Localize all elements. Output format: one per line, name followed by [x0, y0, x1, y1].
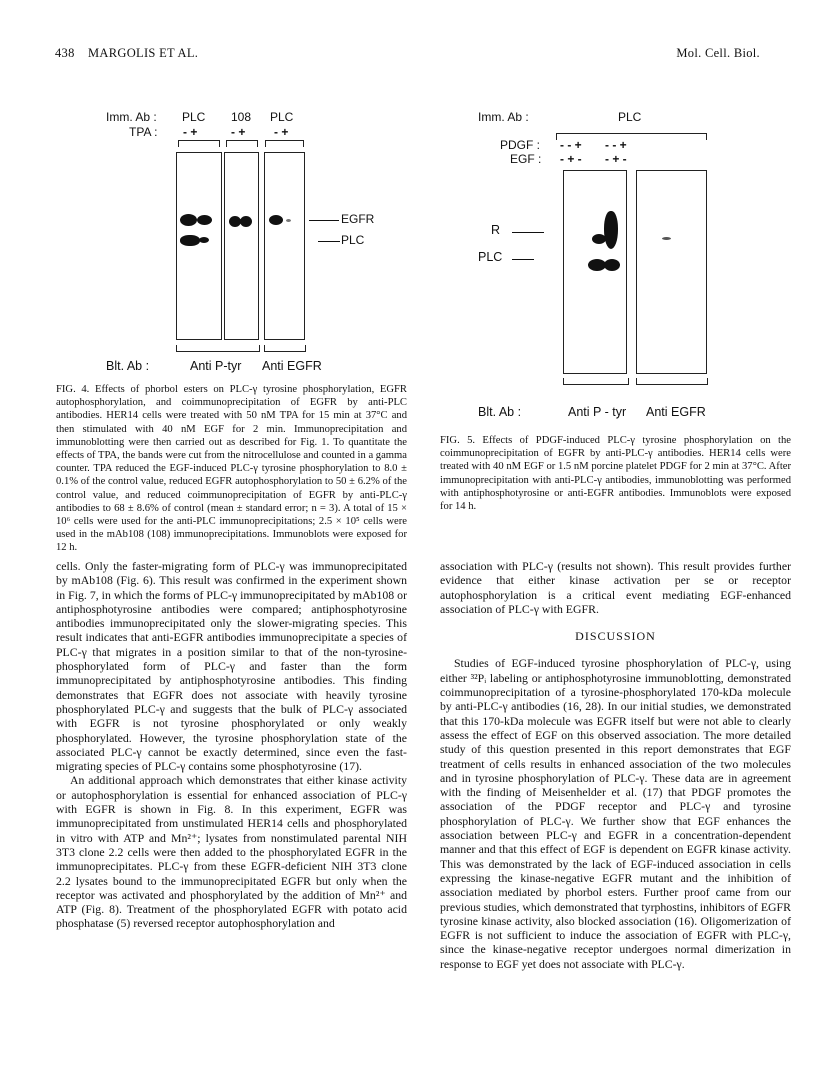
fig4-blot-panel-1 [176, 152, 222, 340]
fig4-tpa-marks-3: - + [274, 125, 289, 139]
fig5-egf-label: EGF : [510, 152, 542, 166]
band-plc-lane2 [199, 237, 209, 243]
fig4-lane-bracket-3 [265, 140, 304, 147]
fig4-imm-ab-3: PLC [270, 110, 294, 124]
band-egfr-lane1 [180, 214, 197, 226]
fig5-pdgf-marks: - - + - - + [560, 138, 627, 152]
right-column [440, 559, 791, 971]
fig4-lane-bracket-1 [178, 140, 220, 147]
band-plc-lane1 [180, 235, 200, 246]
band-egfr-egf [662, 237, 671, 240]
journal-name: Mol. Cell. Biol. [676, 46, 760, 60]
paragraph-left-1: cells. Only the faster-migrating form of PLC-γ was immunoprecipitated by mAb108 (Fig. 6). This result was confirmed in the experiment shown in Fig. 7, in which the forms of PLC-γ immunoprecipitated by mAb108 or antiphosphotyrosine antibodies were compared; antiphosphotyrosine antibodies immunoprecipitated only the slower-migrating species. This result indicates that anti-EGFR antibodies immunoprecipitate a species of PLC-γ that migrates in a position similar to that of the non-tyrosine-phosphorylated form of PLC-γ and faster than the form immunoprecipitated by antiphosphotyrosine antibodies. This finding demonstrates that EGFR does not associate with heavily tyrosine phosphorylated PLC-γ and suggests that the bulk of PLC-γ associated with EGFR is not tyrosine phosphorylated or only weakly phosphorylated. However, the tyrosine phosphorylation state of the associated PLC-γ cannot be exactly determined, since even the fast-migrating species of PLC-γ contains some phosphotyrosine (17). [56, 559, 407, 774]
band-108-lane2 [240, 216, 252, 227]
fig4-imm-ab-label: Imm. Ab : [106, 110, 157, 124]
fig5-plc-marker-line [512, 259, 534, 260]
fig5-blot-panel-1 [563, 170, 627, 374]
egfr-marker-line [309, 220, 339, 221]
plc-marker-line [318, 241, 340, 242]
page-number: 438 [55, 46, 75, 60]
fig5-r-marker-line [512, 232, 544, 233]
left-column [56, 559, 407, 931]
fig4-tpa-marks-2: - + [231, 125, 246, 139]
fig5-blot-panel-2 [636, 170, 707, 374]
discussion-heading: DISCUSSION [575, 629, 656, 644]
plc-marker-label: PLC [341, 233, 365, 247]
fig4-caption: FIG. 4. Effects of phorbol esters on PLC-γ tyrosine phosphorylation, EGFR autophosphorylation, and coimmunoprecipitation of EGFR by anti-PLC antibodies. HER14 cells were treated with 50 nM TPA for 15 min at 37°C and then stimulated with 40 nM EGF for 2 min. Immunoprecipitation and immunoblotting were then carried out as described for Fig. 1. To quantitate the effects of TPA, the bands were cut from the nitrocellulose and counted in a gamma counter. TPA reduced the EGF-induced PLC-γ tyrosine phosphorylation to 8.0 ± 0.1% of the control value, reduced EGFR autophosphorylation to 50 ± 6.2% of the control value, and reduced coimmunoprecipitation of EGFR by anti-PLC-γ antibodies to 68 ± 8.6% of control (mean ± standard error; n = 3). A total of 15 × 10⁶ cells were used for the anti-PLC immunoprecipitations; 2.5 × 10⁵ cells were used in the mAb108 (108) immunoprecipitations. Immunoblots were exposed for 12 h. [56, 384, 407, 554]
fig4-imm-ab-1: PLC [182, 110, 206, 124]
paragraph-right-1: association with PLC-γ (results not shown). This result provides further evidence that either kinase activation per se or receptor autophosphorylation is a critical event mediating EGF-enhanced association of PLC-γ with EGFR. [440, 559, 791, 616]
fig5-imm-ab-label: Imm. Ab : [478, 110, 529, 124]
fig5-blt-ab-2: Anti EGFR [646, 405, 706, 419]
band-plc-pdgf [604, 259, 620, 271]
fig5-blt-bracket-2 [636, 378, 708, 385]
fig4-blt-bracket-2 [264, 345, 306, 352]
fig5-pdgf-label: PDGF : [500, 138, 541, 152]
fig4-blot-panel-3 [264, 152, 305, 340]
paragraph-left-2: An additional approach which demonstrates that either kinase activity or autophosphorylation is essential for enhanced association of PLC-γ with EGFR is shown in Fig. 8. In this experiment, EGFR was immunoprecipitated from unstimulated HER14 cells and phosphorylated in vitro with ATP and Mn²⁺; lysates from nonstimulated parental NIH 3T3 clone 2.2 cells were then added to the phosphorylated EGFR in the immunoprecipitates. PLC-γ from these EGFR-deficient NIH 3T3 clone 2.2 lysates bound to the immunoprecipitated EGFR but only when the receptor was activated and phosphorylated by the addition of Mn²⁺ and ATP (Fig. 8). Treatment of the phosphorylated EGFR with potato acid phosphatase (5) reversed receptor autophosphorylation and [56, 773, 407, 931]
running-authors: MARGOLIS ET AL. [88, 46, 199, 60]
fig5-caption: FIG. 5. Effects of PDGF-induced PLC-γ tyrosine phosphorylation on the coimmunoprecipitation of EGFR by anti-PLC-γ antibodies. HER14 cells were treated with 40 nM EGF or 1.5 nM porcine platelet PDGF for 2 min at 37°C. After immunoprecipitation with anti-PLC-γ antibodies, immunoblotting was performed with antiphosphotyrosine or anti-EGFR antibodies. Immunoblots were exposed for 14 h. [440, 435, 791, 513]
band-egfr-lane2 [197, 215, 212, 225]
fig4-imm-ab-2: 108 [231, 110, 252, 124]
fig5-blt-bracket-1 [563, 378, 629, 385]
band-r-pdgf [604, 211, 618, 249]
fig4-blt-ab-label: Blt. Ab : [106, 359, 150, 373]
fig4-blt-bracket-1 [176, 345, 260, 352]
fig5-blt-ab-1: Anti P - tyr [568, 405, 627, 419]
paragraph-right-2: Studies of EGF-induced tyrosine phosphorylation of PLC-γ, using either ³²Pᵢ labeling or antiphosphotyrosine immunoblotting, demonstrated coimmunoprecipitation of a tyrosine-phosphorylated 170-kDa molecule by anti-PLC-γ antibodies (16, 28). In our initial studies, we demonstrated that this 170-kDa molecule was EGFR itself but were not able to clearly assess the effect of EGF on this observed association. The more detailed study of this question presented in this report demonstrates that EGF treatment of cells results in enhanced association of the two molecules and in tyrosine phosphorylation of PLC-γ. These data are in agreement with the finding of Meisenhelder et al. (17) that PDGF promotes the association of the PDGF receptor and PLC-γ and tyrosine phosphorylation of PLC-γ. We further show that EGF enhances the association between PLC-γ and EGFR in a concentration-dependent manner and that this effect of EGF is dependent on EGFR kinase activity. This was demonstrated by the lack of EGF-induced association in cells expressing the kinase-negative EGFR mutant and the inhibition of association mediated by phorbol esters. Further proof came from our previous studies, which demonstrated that tyrphostins, inhibitors of EGFR tyrosine kinase activity, also blocked association (16). Oligomerization of EGFR is not sufficient to induce the association of EGFR with PLC-γ, since the kinase-negative receptor undergoes normal dimerization in response to EGF yet does not associate with PLC-γ. [440, 656, 791, 971]
fig5-plc-marker-label: PLC [478, 250, 503, 264]
fig4-lane-bracket-2 [226, 140, 258, 147]
figure-5 [430, 0, 816, 420]
fig4-tpa-marks-1: - + [183, 125, 198, 139]
fig5-blt-ab-label: Blt. Ab : [478, 405, 522, 419]
fig4-blot-panel-2 [224, 152, 259, 340]
band-egfr-blot-lane1 [269, 215, 283, 225]
fig5-r-marker-label: R [491, 223, 501, 237]
figure-4 [0, 0, 420, 380]
fig4-blt-ab-2: Anti EGFR [262, 359, 322, 373]
fig5-egf-marks: - + - - + - [560, 152, 627, 166]
fig4-tpa-label: TPA : [129, 125, 158, 139]
fig4-blt-ab-1: Anti P-tyr [190, 359, 242, 373]
band-egfr-blot-lane2 [286, 219, 291, 222]
fig5-imm-ab: PLC [618, 110, 642, 124]
egfr-marker-label: EGFR [341, 212, 375, 226]
